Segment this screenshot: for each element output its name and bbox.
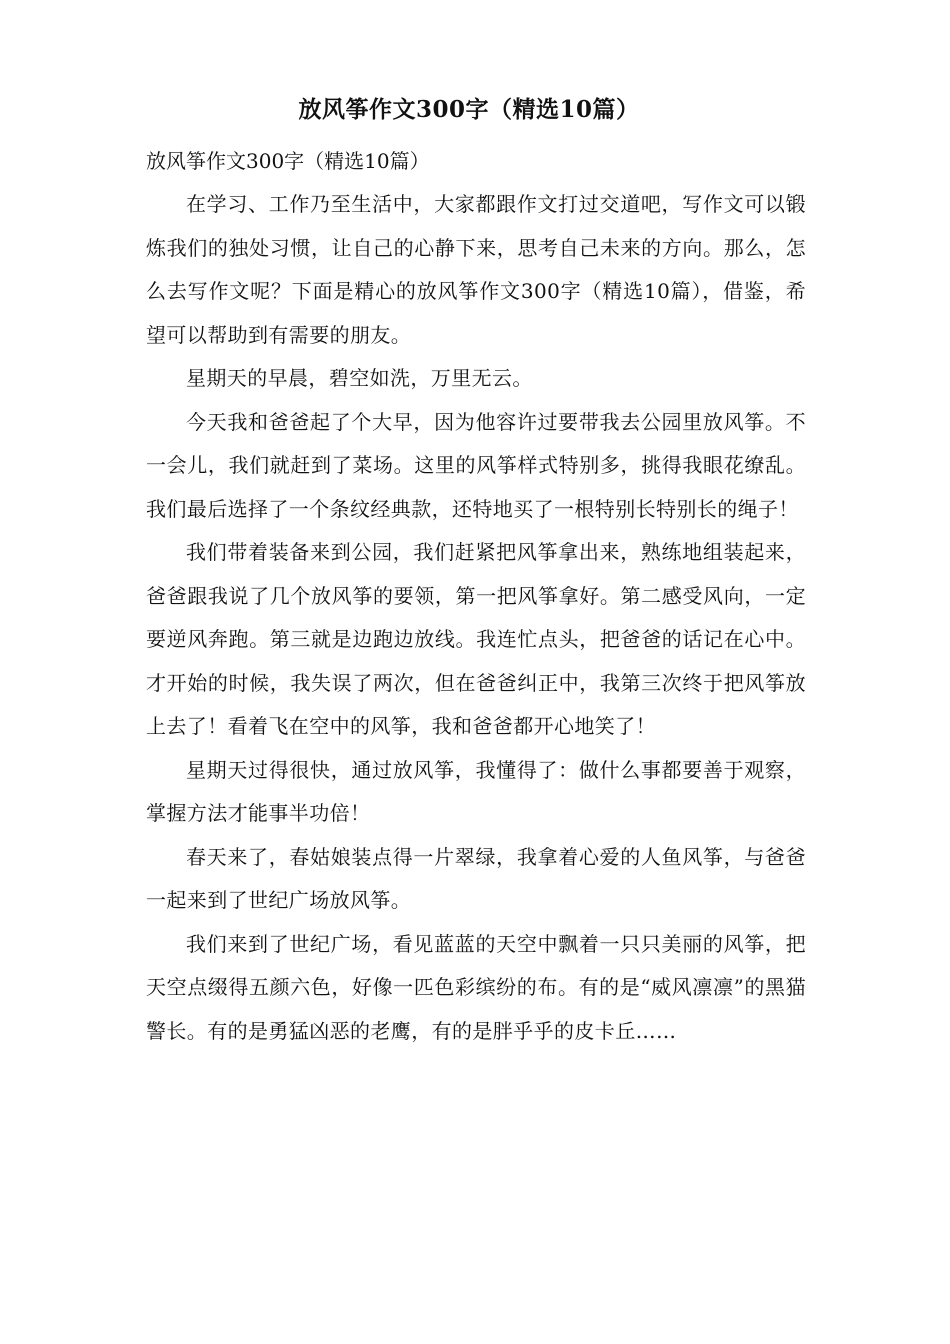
paragraph: 今天我和爸爸起了个大早，因为他容许过要带我去公园里放风筝。不一会儿，我们就赶到了菜场。这里的风筝样式特别多，挑得我眼花缭乱。我们最后选择了一个条纹经典款，还特地买了一根特别长特别长的绳子！ (146, 409, 806, 521)
document-page (146, 90, 806, 1053)
paragraph: 星期天的早晨，碧空如洗，万里无云。 (186, 366, 533, 390)
paragraph: 春天来了，春姑娘装点得一片翠绿，我拿着心爱的人鱼风筝，与爸爸一起来到了世纪广场放风筝。 (146, 844, 806, 912)
paragraph: 我们带着装备来到公园，我们赶紧把风筝拿出来，熟练地组装起来，爸爸跟我说了几个放风筝的要领，第一把风筝拿好。第二感受风向，一定要逆风奔跑。第三就是边跑边放线。我连忙点头，把爸爸的话记在心中。才开始的时候，我失误了两次，但在爸爸纠正中，我第三次终于把风筝放上去了！看着飞在空中的风筝，我和爸爸都开心地笑了！ (146, 540, 806, 738)
document-subtitle: 放风筝作文300字（精选10篇） (146, 149, 430, 173)
paragraph-intro: 在学习、工作乃至生活中，大家都跟作文打过交道吧，写作文可以锻炼我们的独处习惯，让自己的心静下来，思考自己未来的方向。那么，怎么去写作文呢？下面是精心的放风筝作文300字（精选10篇），借鉴，希望可以帮助到有需要的朋友。 (146, 192, 806, 347)
paragraph: 星期天过得很快，通过放风筝，我懂得了：做什么事都要善于观察，掌握方法才能事半功倍！ (146, 757, 806, 825)
document-title: 放风筝作文300字（精选10篇） (298, 96, 640, 123)
paragraph: 我们来到了世纪广场，看见蓝蓝的天空中飘着一只只美丽的风筝，把天空点缀得五颜六色，好像一匹色彩缤纷的布。有的是“威风凛凛”的黑猫警长。有的是勇猛凶恶的老鹰，有的是胖乎乎的皮卡丘…… (146, 931, 806, 1043)
